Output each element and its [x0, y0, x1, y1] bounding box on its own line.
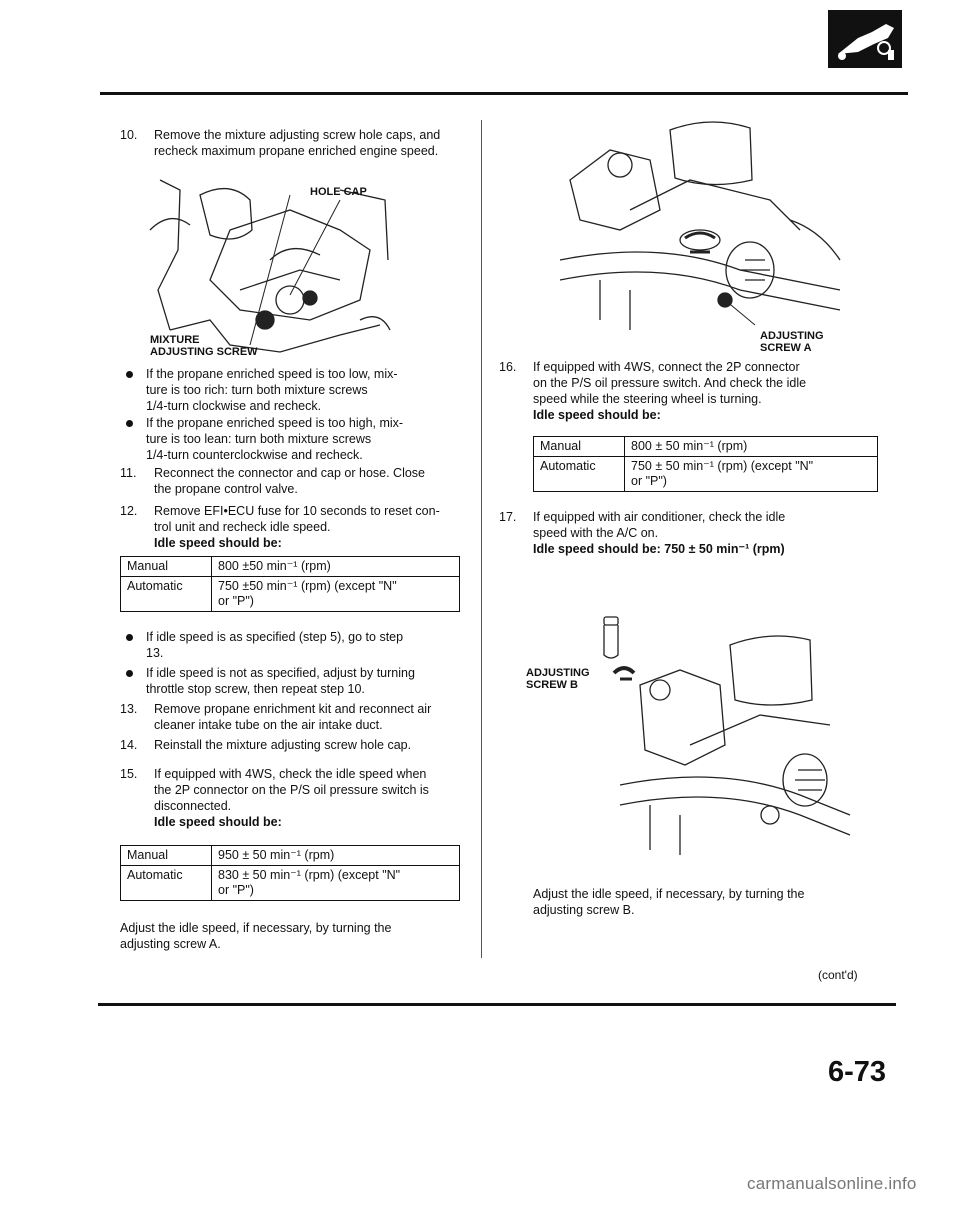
header-rule	[100, 92, 908, 95]
column-divider	[481, 120, 482, 958]
table-row: Automatic 750 ±50 min⁻¹ (rpm) (except "N" or "P")	[121, 577, 460, 612]
adjusting-screw-b-label-2: SCREW B	[526, 679, 578, 691]
step-11: 11. Reconnect the connector and cap or hose. Close the propane control valve.	[120, 466, 426, 496]
adjusting-screw-a-label-1: ADJUSTING	[760, 330, 824, 342]
adjusting-screw-label: ADJUSTING SCREW	[150, 346, 258, 358]
step-15: 15. If equipped with 4WS, check the idle speed when the 2P connector on the P/S oil pressure switch is disconnected. Idle speed should be:	[120, 767, 429, 829]
table-row: Automatic 830 ± 50 min⁻¹ (rpm) (except "N" or "P")	[121, 866, 460, 901]
contd-label: (cont'd)	[818, 968, 858, 982]
page-number: 6-73	[828, 1056, 887, 1088]
adjust-screw-b-text: Adjust the idle speed, if necessary, by turning the adjusting screw B.	[533, 887, 805, 917]
table-row: Automatic 750 ± 50 min⁻¹ (rpm) (except "N" or "P")	[534, 457, 878, 492]
adjusting-screw-a-figure	[540, 120, 860, 335]
step-13: 13. Remove propane enrichment kit and reconnect air cleaner intake tube on the air intake duct.	[120, 702, 432, 732]
step-14: 14. Reinstall the mixture adjusting screw hole cap.	[120, 738, 412, 752]
step-10: 10. Remove the mixture adjusting screw hole caps, and recheck maximum propane enriched engine speed.	[120, 128, 441, 158]
mixture-label: MIXTURE	[150, 334, 200, 346]
bullet-not-specified: If idle speed is not as specified, adjust by turning throttle stop screw, then repeat step 10.	[126, 666, 466, 698]
step-17: 17. If equipped with air conditioner, check the idle speed with the A/C on. Idle speed should be: 750 ± 50 min⁻¹ (rpm)	[499, 510, 786, 556]
adjusting-screw-a-label-2: SCREW A	[760, 342, 812, 354]
bullet-too-low: If the propane enriched speed is too low, mix- ture is too rich: turn both mixture screws 1/4-turn clockwise and recheck.	[126, 367, 466, 415]
adjust-screw-a-text: Adjust the idle speed, if necessary, by turning the adjusting screw A.	[120, 921, 392, 951]
adjusting-screw-b-figure	[600, 615, 860, 860]
idle-speed-table-2	[120, 845, 460, 901]
idle-speed-table-1	[120, 556, 460, 612]
mixture-screw-figure	[140, 170, 400, 360]
bullet-as-specified: If idle speed is as specified (step 5), go to step 13.	[126, 630, 466, 662]
step-16: 16. If equipped with 4WS, connect the 2P connector on the P/S oil pressure switch. And check the idle speed while the steering wheel is turning. Idle speed should be:	[499, 360, 807, 422]
idle-speed-table-3	[533, 436, 878, 492]
table-row: Manual 950 ± 50 min⁻¹ (rpm)	[121, 846, 460, 866]
adjusting-screw-b-label-1: ADJUSTING	[526, 667, 590, 679]
watermark: carmanualsonline.info	[747, 1174, 917, 1193]
bullet-too-high: If the propane enriched speed is too high, mix- ture is too lean: turn both mixture screws 1/4-turn counterclockwise and recheck.	[126, 416, 466, 464]
step-12: 12. Remove EFI•ECU fuse for 10 seconds to reset con- trol unit and recheck idle speed. Idle speed should be:	[120, 504, 440, 550]
table-row: Manual 800 ± 50 min⁻¹ (rpm)	[534, 437, 878, 457]
footer-rule	[98, 1003, 896, 1006]
engine-logo-icon	[828, 10, 902, 68]
hole-cap-label: HOLE CAP	[310, 186, 367, 198]
table-row: Manual 800 ±50 min⁻¹ (rpm)	[121, 557, 460, 577]
